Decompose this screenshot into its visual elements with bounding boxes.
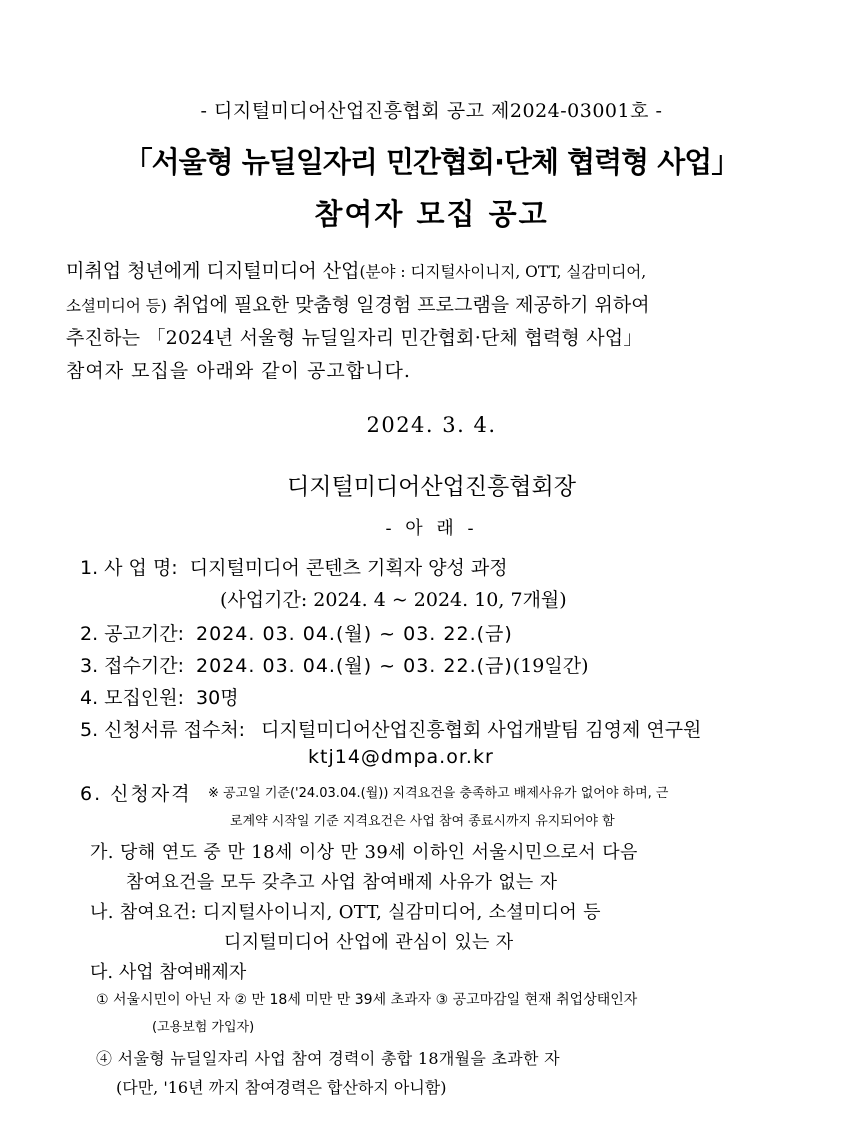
document-title-line1: 「서울형 뉴딜일자리 민간협회·단체 협력형 사업」 [123, 145, 740, 179]
issuer: 디지털미디어산업진흥협회장 [287, 474, 576, 500]
exclusion-line-2-sub: (다만, '16년 까지 참여경력은 합산하지 아니함) [116, 1078, 447, 1097]
intro-line-1-main: 미취업 청년에게 디지털미디어 산업 [66, 260, 360, 282]
item-1-value: 디지털미디어 콘텐츠 기획자 양성 과정 [189, 557, 508, 579]
item-application-office [80, 715, 701, 742]
below-marker: - 아 래 - [385, 518, 478, 539]
item-1-label: 1. 사 업 명: [80, 557, 178, 579]
item-5-email[interactable]: ktj14@dmpa.or.kr [308, 746, 494, 768]
eligibility-da-title: 다. 사업 참여배제자 [90, 962, 247, 983]
item-5-label: 5. 신청서류 접수처: [80, 719, 246, 741]
eligibility-ga-line-2: 참여요건을 모두 갖추고 사업 참여배제 사유가 없는 자 [126, 872, 558, 893]
item-2-label: 2. 공고기간: [80, 623, 184, 645]
exclusion-line-1-sub: (고용보험 가입자) [152, 1020, 255, 1035]
eligibility-ga-line-1: 가. 당해 연도 중 만 18세 이상 만 39세 이하인 서울시민으로서 다음 [90, 842, 638, 863]
eligibility-na-line-2: 디지털미디어 산업에 관심이 있는 자 [224, 932, 514, 953]
intro-line-1 [66, 256, 646, 283]
item-3-label: 3. 접수기간: [80, 655, 184, 677]
eligibility-na-line-1: 나. 참여요건: 디지털사이니지, OTT, 실감미디어, 소셜미디어 등 [90, 902, 601, 923]
intro-line-2 [66, 290, 650, 317]
document-title-line2: 참여자 모집 공고 [314, 197, 549, 231]
item-3-value: 2024. 03. 04.(월) ~ 03. 22.(금) [196, 655, 513, 677]
item-application-period [80, 651, 589, 678]
intro-line-2-main: 취업에 필요한 맞춤형 일경험 프로그램을 제공하기 위하여 [172, 294, 650, 316]
item-4-label: 4. 모집인원: [80, 687, 184, 709]
item-6-note-line-2: 로계약 시작일 기준 지격요건은 사업 참여 종료시까지 유지되어야 함 [230, 814, 615, 829]
item-5-value: 디지털미디어산업진흥협회 사업개발팀 김영제 연구원 [261, 719, 702, 741]
intro-line-4: 참여자 모집을 아래와 같이 공고합니다. [66, 360, 411, 382]
item-recruitment-count [80, 683, 239, 710]
item-2-value: 2024. 03. 04.(월) ~ 03. 22.(금) [196, 623, 513, 645]
item-1-period: (사업기간: 2024. 4 ~ 2024. 10, 7개월) [220, 589, 567, 611]
notice-date: 2024. 3. 4. [366, 413, 497, 437]
exclusion-line-1: ① 서울시민이 아닌 자 ② 만 18세 미만 만 39세 초과자 ③ 공고마감일 현재 취업상태인자 [96, 992, 638, 1008]
item-notice-period [80, 619, 513, 646]
item-6-label: 6. 신청자격 [80, 783, 192, 805]
item-6-note-line-1: ※ 공고일 기준('24.03.04.(월)) 지격요건을 충족하고 배제사유가 없어야 하며, 근 [208, 786, 669, 801]
item-business-name [80, 553, 508, 580]
intro-line-3: 추진하는 「2024년 서울형 뉴딜일자리 민간협회·단체 협력형 사업」 [66, 327, 643, 349]
item-3-suffix: (19일간) [512, 655, 589, 677]
exclusion-line-2: ④ 서울형 뉴딜일자리 사업 참여 경력이 총합 18개월을 초과한 자 [96, 1049, 560, 1068]
intro-line-2-parenthetical: 소셜미디어 등) [66, 297, 167, 315]
item-4-value: 30명 [196, 687, 239, 709]
intro-line-1-parenthetical: (분야 : 디지털사이니지, OTT, 실감미디어, [359, 263, 647, 281]
notice-number: - 디지털미디어산업진흥협회 공고 제2024-03001호 - [200, 100, 663, 122]
